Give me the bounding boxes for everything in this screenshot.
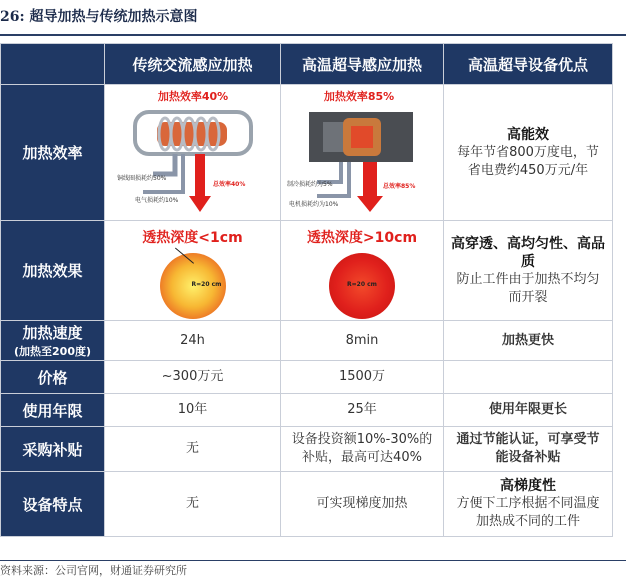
- effect-traditional: [105, 221, 281, 321]
- subsidy-traditional: 无: [105, 427, 281, 472]
- header-advantage: 高温超导设备优点: [444, 44, 613, 85]
- features-traditional: 无: [105, 472, 281, 537]
- efficiency-traditional-diagram: [105, 85, 281, 221]
- traditional-heat-circle: [160, 253, 226, 319]
- features-advantage-text: 方便下工序根据不同温度加热成不同的工件: [456, 496, 600, 529]
- copper-loss-label: 铜线圈损耗约50%: [116, 174, 166, 182]
- row-label-subsidy: 采购补贴: [1, 427, 105, 472]
- comparison-table: [0, 43, 613, 537]
- effect-superconducting: [281, 221, 444, 321]
- traditional-radius-label: R=20 cm: [191, 280, 222, 288]
- subsidy-advantage: 通过节能认证，可享受节能设备补贴: [444, 427, 613, 472]
- effect-advantage-text: 防止工件由于加热不均匀而开裂: [456, 271, 600, 305]
- speed-superconducting: 8min: [281, 321, 444, 361]
- row-label-efficiency: 加热效率: [1, 85, 105, 221]
- figure-title: 26: 超导加热与传统加热示意图: [0, 9, 198, 25]
- header-traditional: 传统交流感应加热: [105, 44, 281, 85]
- superconducting-efficiency-title: 加热效率85%: [323, 89, 395, 103]
- features-superconducting: 可实现梯度加热: [281, 472, 444, 537]
- efficiency-superconducting-diagram: [281, 85, 444, 221]
- row-label-speed: [1, 321, 105, 361]
- heated-billet-icon: [157, 122, 227, 146]
- traditional-total-label: 总效率40%: [212, 180, 245, 188]
- features-advantage: [444, 472, 613, 537]
- superconducting-magnet-diagram: [287, 88, 437, 220]
- speed-label: 加热速度: [22, 324, 83, 342]
- cooling-loss-arrow: [317, 162, 341, 182]
- speed-traditional: 24h: [105, 321, 281, 361]
- effect-advantage: [444, 221, 613, 321]
- bottom-divider: [0, 560, 626, 561]
- row-price: [1, 361, 613, 394]
- price-traditional: ~300万元: [105, 361, 281, 394]
- superconducting-total-arrowhead: [357, 196, 383, 212]
- electric-loss-label: 电气损耗约10%: [134, 196, 178, 204]
- lifetime-traditional: 10年: [105, 394, 281, 427]
- row-efficiency: [1, 85, 613, 221]
- cooling-loss-label: 制冷损耗约为5%: [287, 180, 333, 188]
- row-label-lifetime: 使用年限: [1, 394, 105, 427]
- traditional-efficiency-title: 加热效率40%: [157, 89, 228, 103]
- superconducting-depth-label: 透热深度>10cm: [306, 229, 418, 246]
- features-advantage-title: 高梯度性: [500, 478, 556, 494]
- motor-loss-label: 电机损耗约为10%: [289, 200, 339, 208]
- superconducting-heat-circle: [329, 253, 395, 319]
- superconducting-radius-label: R=20 cm: [347, 280, 377, 288]
- row-features: [1, 472, 613, 537]
- row-speed: [1, 321, 613, 361]
- radius-line: [174, 247, 193, 263]
- motor-loss-arrow: [317, 162, 349, 196]
- efficiency-advantage: [444, 85, 613, 221]
- price-superconducting: 1500万: [281, 361, 444, 394]
- row-subsidy: [1, 427, 613, 472]
- copper-loss-arrow: [153, 154, 175, 174]
- lifetime-advantage: 使用年限更长: [444, 394, 613, 427]
- yoke-gap-left: [323, 122, 345, 152]
- traditional-depth-label: 透热深度<1cm: [142, 229, 243, 246]
- lifetime-superconducting: 25年: [281, 394, 444, 427]
- title-divider: [0, 34, 626, 36]
- row-effect: [1, 221, 613, 321]
- efficiency-advantage-text: 每年节省800万度电，节省电费约450万元/年: [457, 144, 599, 178]
- superconducting-total-label: 总效率85%: [383, 182, 416, 190]
- effect-advantage-title: 高穿透、高均匀性、高品质: [451, 235, 605, 270]
- header-row: [1, 44, 613, 85]
- header-superconducting: 高温超导感应加热: [281, 44, 444, 85]
- header-corner: [1, 44, 105, 85]
- efficiency-advantage-title: 高能效: [507, 126, 549, 143]
- source-note: 资料来源：公司官网，财通证券研究所: [0, 564, 187, 577]
- rotating-billet-icon: [351, 126, 373, 148]
- row-label-effect: 加热效果: [1, 221, 105, 321]
- superconducting-total-arrow: [363, 162, 377, 198]
- row-label-price: 价格: [1, 361, 105, 394]
- price-advantage: [444, 361, 613, 394]
- row-lifetime: [1, 394, 613, 427]
- speed-sublabel: (加热至200度): [13, 345, 92, 358]
- row-label-features: 设备特点: [1, 472, 105, 537]
- total-efficiency-arrowhead: [189, 196, 211, 212]
- total-efficiency-arrow: [195, 154, 205, 198]
- speed-advantage: 加热更快: [444, 321, 613, 361]
- traditional-coil-diagram: [113, 88, 273, 220]
- subsidy-superconducting: 设备投资额10%-30%的补贴，最高可达40%: [281, 427, 444, 472]
